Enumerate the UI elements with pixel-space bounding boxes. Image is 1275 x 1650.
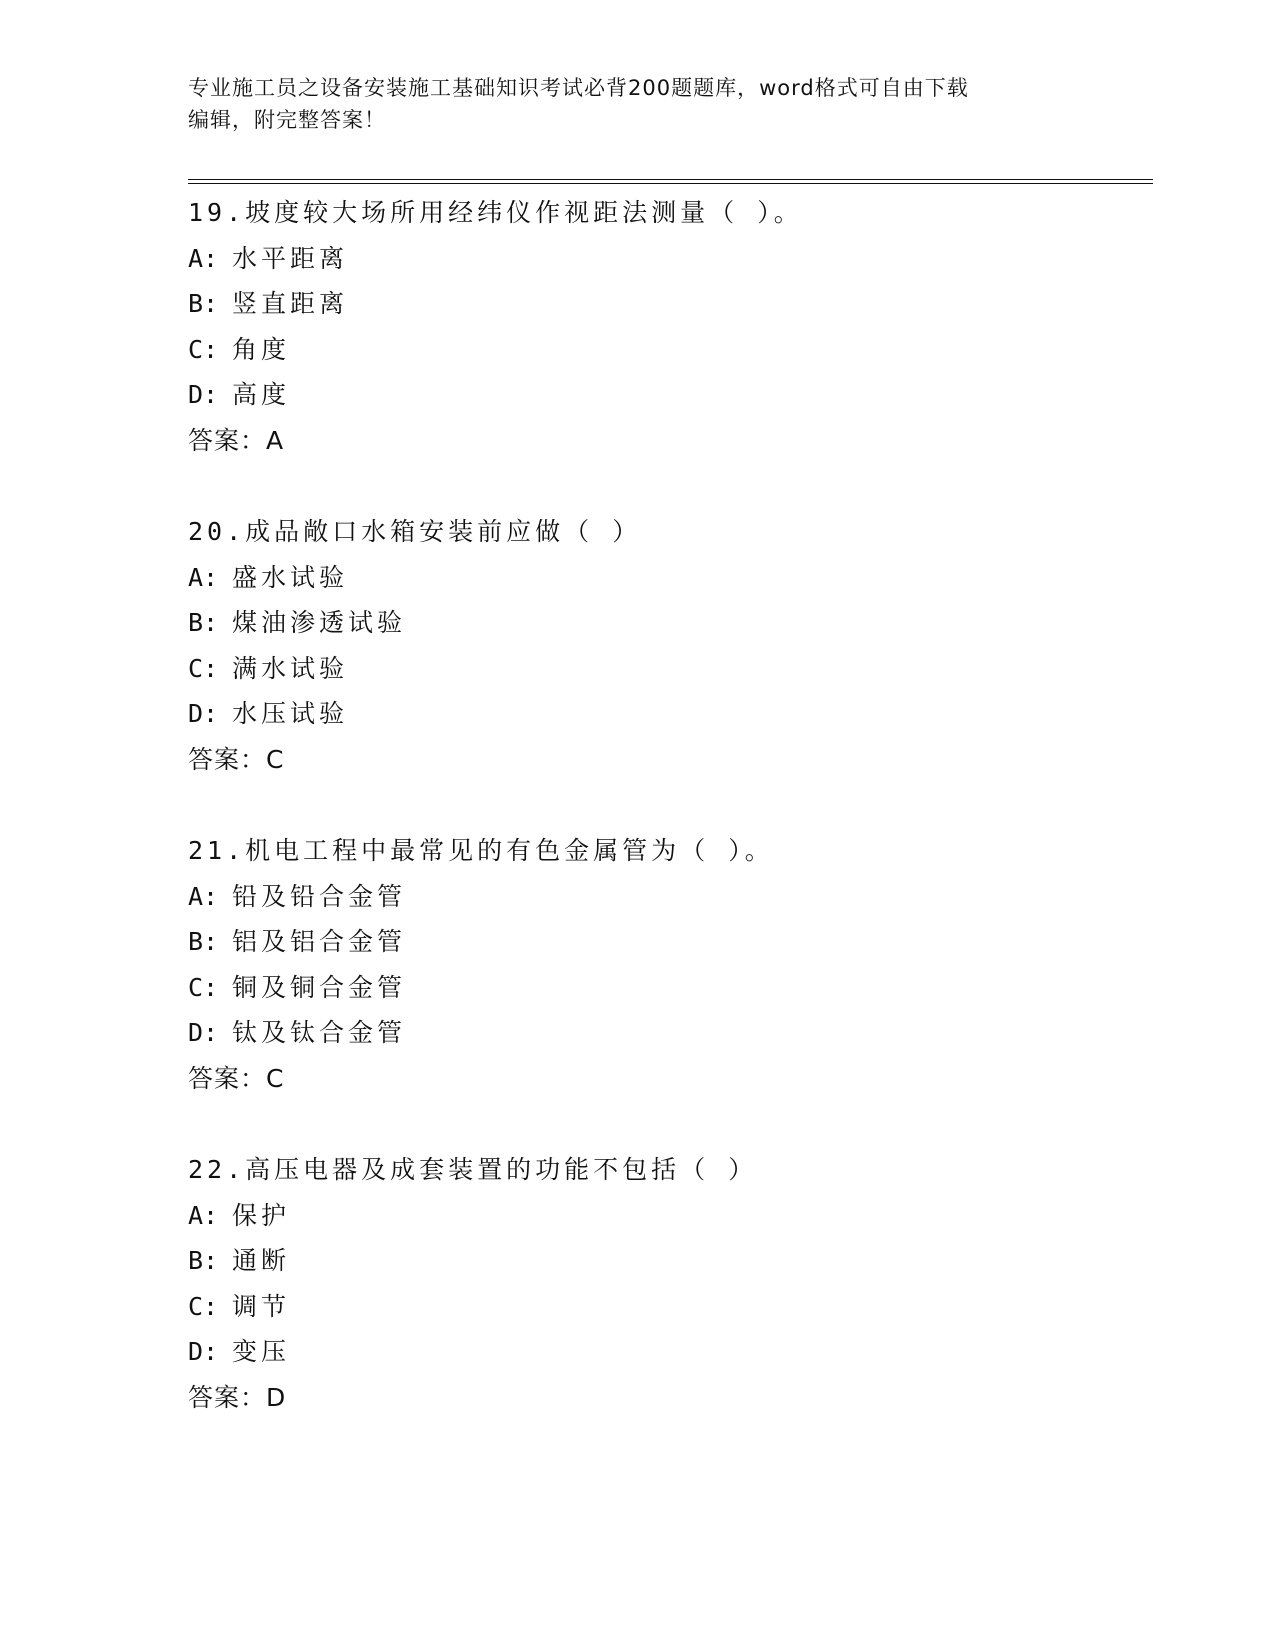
option-a — [188, 1193, 1148, 1239]
option-a — [188, 555, 1148, 601]
question-stem: 19.坡度较大场所用经纬仪作视距法测量（ ）。 — [188, 198, 803, 227]
option-text: 调节 — [232, 1291, 291, 1321]
document-header — [188, 72, 1088, 136]
option-text: 保护 — [232, 1200, 291, 1230]
option-letter: C: — [188, 972, 219, 1002]
header-divider-bottom — [188, 183, 1153, 184]
option-text: 通断 — [232, 1246, 291, 1276]
answer: 答案：C — [188, 1063, 285, 1093]
option-d — [188, 372, 1148, 418]
option-c — [188, 1284, 1148, 1330]
question-21 — [188, 828, 1148, 1147]
option-d — [188, 1010, 1148, 1056]
option-letter: B: — [188, 608, 219, 638]
option-text: 铅及铅合金管 — [232, 881, 407, 911]
option-text: 竖直距离 — [232, 289, 349, 319]
option-letter: D: — [188, 380, 219, 410]
answer: 答案：A — [188, 425, 285, 455]
question-stem: 20.成品敞口水箱安装前应做（ ） — [188, 517, 642, 546]
option-letter: B: — [188, 927, 219, 957]
option-letter: A: — [188, 243, 219, 273]
option-c — [188, 965, 1148, 1011]
question-20 — [188, 509, 1148, 828]
option-text: 铜及铜合金管 — [232, 972, 407, 1002]
header-line-1: 专业施工员之设备安装施工基础知识考试必背200题题库，word格式可自由下载 — [188, 76, 969, 100]
option-text: 盛水试验 — [232, 562, 349, 592]
option-letter: C: — [188, 334, 219, 364]
option-text: 满水试验 — [232, 653, 349, 683]
question-stem: 22.高压电器及成套装置的功能不包括（ ） — [188, 1155, 758, 1184]
option-b — [188, 1238, 1148, 1284]
question-stem: 21.机电工程中最常见的有色金属管为（ ）。 — [188, 836, 774, 865]
option-letter: B: — [188, 1246, 219, 1276]
header-divider-top — [188, 179, 1153, 180]
option-a — [188, 236, 1148, 282]
option-letter: C: — [188, 1291, 219, 1321]
option-b — [188, 919, 1148, 965]
option-letter: A: — [188, 1200, 219, 1230]
option-text: 水压试验 — [232, 699, 349, 729]
option-text: 变压 — [232, 1337, 291, 1367]
option-d — [188, 1329, 1148, 1375]
option-c — [188, 327, 1148, 373]
option-letter: C: — [188, 653, 219, 683]
option-text: 高度 — [232, 380, 291, 410]
option-letter: A: — [188, 562, 219, 592]
option-a — [188, 874, 1148, 920]
question-19 — [188, 190, 1148, 509]
option-b — [188, 600, 1148, 646]
option-text: 钛及钛合金管 — [232, 1018, 407, 1048]
option-letter: B: — [188, 289, 219, 319]
question-22 — [188, 1147, 1148, 1466]
option-text: 角度 — [232, 334, 291, 364]
answer: 答案：C — [188, 744, 285, 774]
option-letter: D: — [188, 699, 219, 729]
option-text: 煤油渗透试验 — [232, 608, 407, 638]
option-c — [188, 646, 1148, 692]
option-text: 铝及铝合金管 — [232, 927, 407, 957]
option-letter: D: — [188, 1337, 219, 1367]
option-b — [188, 281, 1148, 327]
option-letter: A: — [188, 881, 219, 911]
option-letter: D: — [188, 1018, 219, 1048]
option-d — [188, 691, 1148, 737]
question-list — [188, 190, 1148, 1466]
answer: 答案：D — [188, 1382, 287, 1412]
option-text: 水平距离 — [232, 243, 349, 273]
header-line-2: 编辑，附完整答案！ — [188, 108, 386, 132]
